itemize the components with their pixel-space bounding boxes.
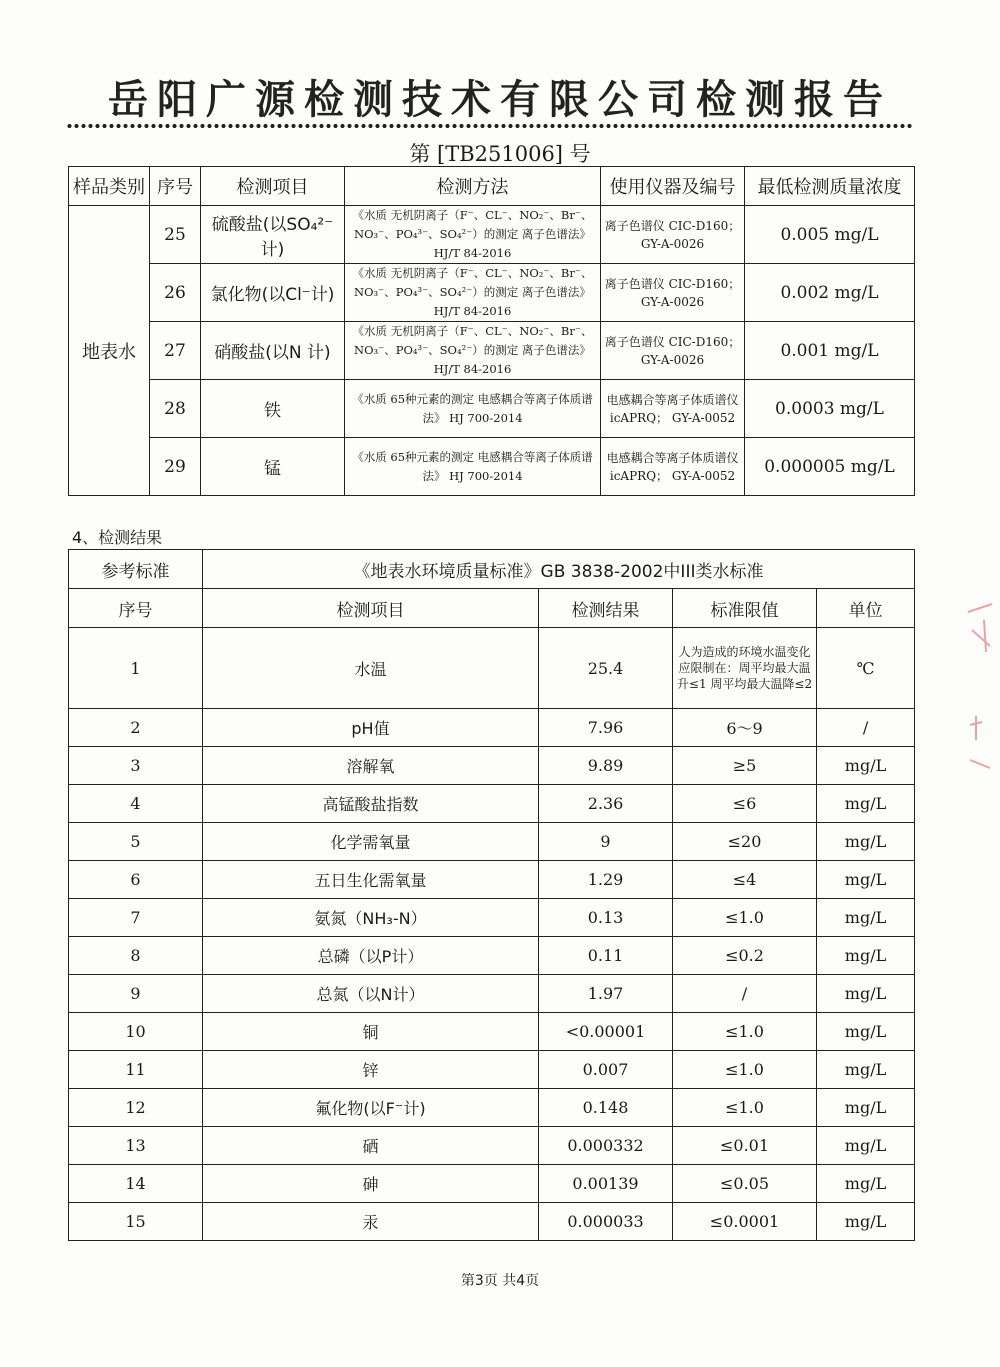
row-unit: mg/L [817,1127,915,1165]
seal-stamp-icon [962,600,1000,800]
row-instrument: 离子色谱仪 CIC-D160； GY-A-0026 [601,264,745,322]
header-no: 序号 [69,589,203,628]
row-unit: ℃ [817,628,915,709]
row-unit: mg/L [817,823,915,861]
table-row [69,1089,915,1127]
row-item: 铜 [203,1013,539,1051]
row-item: pH值 [203,709,539,747]
table-row [69,937,915,975]
row-no: 10 [69,1013,203,1051]
header-item: 检测项目 [201,167,345,206]
row-limit: ≤0.2 [673,937,817,975]
row-result: 0.007 [539,1051,673,1089]
row-item: 锰 [201,438,345,496]
row-item: 汞 [203,1203,539,1241]
row-instrument: 电感耦合等离子体质谱仪icAPRQ； GY-A-0052 [601,438,745,496]
row-unit: mg/L [817,861,915,899]
row-item: 氟化物(以F⁻计) [203,1089,539,1127]
row-limit: ≤1.0 [673,1051,817,1089]
row-result: 25.4 [539,628,673,709]
row-no: 9 [69,975,203,1013]
row-limit: 0.002 mg/L [745,264,915,322]
header-unit: 单位 [817,589,915,628]
row-unit: mg/L [817,937,915,975]
method-table-header [69,167,915,206]
row-limit: ≤1.0 [673,1089,817,1127]
table-row [69,264,915,322]
row-limit: 0.005 mg/L [745,206,915,264]
row-result: 2.36 [539,785,673,823]
row-limit: 6～9 [673,709,817,747]
table-row [69,823,915,861]
row-method: 《水质 无机阴离子（F⁻、CL⁻、NO₂⁻、Br⁻、NO₃⁻、PO₄³⁻、SO₄²⁻）的测定 离子色谱法》 HJ/T 84-2016 [345,322,601,380]
row-result: 0.000033 [539,1203,673,1241]
header-detection-limit: 最低检测质量浓度 [745,167,915,206]
row-item: 化学需氧量 [203,823,539,861]
report-title: 岳阳广源检测技术有限公司检测报告 [108,77,892,123]
row-method: 《水质 无机阴离子（F⁻、CL⁻、NO₂⁻、Br⁻、NO₃⁻、PO₄³⁻、SO₄²⁻）的测定 离子色谱法》 HJ/T 84-2016 [345,264,601,322]
table-row [69,785,915,823]
row-result: 1.97 [539,975,673,1013]
row-item: 锌 [203,1051,539,1089]
row-no: 26 [150,264,201,322]
header-instrument: 使用仪器及编号 [601,167,745,206]
row-method: 《水质 65种元素的测定 电感耦合等离子体质谱法》 HJ 700-2014 [345,438,601,496]
row-item: 总磷（以P计） [203,937,539,975]
row-limit: ≤4 [673,861,817,899]
row-result: 0.148 [539,1089,673,1127]
row-unit: mg/L [817,899,915,937]
seal-stamp-fragment [962,600,1000,800]
row-method: 《水质 无机阴离子（F⁻、CL⁻、NO₂⁻、Br⁻、NO₃⁻、PO₄³⁻、SO₄²⁻）的测定 离子色谱法》 HJ/T 84-2016 [345,206,601,264]
row-item: 硫酸盐(以SO₄²⁻计) [201,206,345,264]
row-instrument: 离子色谱仪 CIC-D160； GY-A-0026 [601,206,745,264]
row-unit: mg/L [817,785,915,823]
table-row [69,747,915,785]
row-result: 1.29 [539,861,673,899]
table-row [69,899,915,937]
row-item: 铁 [201,380,345,438]
row-limit: ≤0.01 [673,1127,817,1165]
page-footer: 第3页 共4页 [460,1273,540,1289]
table-row [69,1051,915,1089]
reference-label: 参考标准 [69,550,203,589]
row-no: 13 [69,1127,203,1165]
row-unit: mg/L [817,1165,915,1203]
reference-value: 《地表水环境质量标准》GB 3838-2002中III类水标准 [203,550,915,589]
table-row [69,628,915,709]
row-no: 27 [150,322,201,380]
table-row [69,975,915,1013]
row-limit: 0.000005 mg/L [745,438,915,496]
header-item: 检测项目 [203,589,539,628]
row-limit: ≥5 [673,747,817,785]
row-no: 14 [69,1165,203,1203]
row-no: 5 [69,823,203,861]
row-unit: mg/L [817,1013,915,1051]
table-row [69,1165,915,1203]
row-unit: mg/L [817,1089,915,1127]
row-unit: mg/L [817,975,915,1013]
row-item: 高锰酸盐指数 [203,785,539,823]
sample-category: 地表水 [69,206,150,496]
table-row [69,322,915,380]
section-title: 4、检测结果 [72,528,163,547]
row-item: 水温 [203,628,539,709]
row-limit: ≤1.0 [673,1013,817,1051]
row-limit: ≤1.0 [673,899,817,937]
row-no: 6 [69,861,203,899]
row-instrument: 电感耦合等离子体质谱仪icAPRQ； GY-A-0052 [601,380,745,438]
row-no: 3 [69,747,203,785]
table-row [69,861,915,899]
row-no: 8 [69,937,203,975]
row-item: 氨氮（NH₃-N） [203,899,539,937]
row-no: 2 [69,709,203,747]
report-number: 第 [TB251006] 号 [409,142,591,166]
table-row [69,206,915,264]
header-limit: 标准限值 [673,589,817,628]
row-item: 五日生化需氧量 [203,861,539,899]
table-row [69,1013,915,1051]
row-method: 《水质 65种元素的测定 电感耦合等离子体质谱法》 HJ 700-2014 [345,380,601,438]
row-limit: ≤0.0001 [673,1203,817,1241]
row-result: 9 [539,823,673,861]
row-result: 0.13 [539,899,673,937]
reference-standard-row [69,550,915,589]
header-result: 检测结果 [539,589,673,628]
row-result: 0.11 [539,937,673,975]
row-limit: ≤0.05 [673,1165,817,1203]
row-item: 氯化物(以Cl⁻计) [201,264,345,322]
table-row [69,380,915,438]
row-no: 1 [69,628,203,709]
header-category: 样品类别 [69,167,150,206]
row-limit: 人为造成的环境水温变化应限制在：周平均最大温升≤1 周平均最大温降≤2 [673,628,817,709]
row-no: 29 [150,438,201,496]
header-no: 序号 [150,167,201,206]
table-row [69,709,915,747]
row-no: 11 [69,1051,203,1089]
row-no: 7 [69,899,203,937]
row-item: 砷 [203,1165,539,1203]
row-limit: / [673,975,817,1013]
row-instrument: 离子色谱仪 CIC-D160； GY-A-0026 [601,322,745,380]
row-no: 28 [150,380,201,438]
result-table [68,549,915,1241]
row-no: 25 [150,206,201,264]
row-limit: 0.001 mg/L [745,322,915,380]
result-table-header [69,589,915,628]
row-no: 15 [69,1203,203,1241]
row-limit: 0.0003 mg/L [745,380,915,438]
row-result: 7.96 [539,709,673,747]
table-row [69,1127,915,1165]
row-item: 硝酸盐(以N 计) [201,322,345,380]
row-result: <0.00001 [539,1013,673,1051]
row-no: 4 [69,785,203,823]
row-unit: / [817,709,915,747]
row-limit: ≤6 [673,785,817,823]
row-unit: mg/L [817,1051,915,1089]
row-limit: ≤20 [673,823,817,861]
row-result: 0.000332 [539,1127,673,1165]
row-unit: mg/L [817,1203,915,1241]
table-row [69,438,915,496]
row-item: 总氮（以N计） [203,975,539,1013]
row-unit: mg/L [817,747,915,785]
row-result: 9.89 [539,747,673,785]
row-result: 0.00139 [539,1165,673,1203]
row-item: 溶解氧 [203,747,539,785]
table-row [69,1203,915,1241]
row-item: 硒 [203,1127,539,1165]
dotted-divider [66,123,912,129]
method-table [68,166,915,496]
row-no: 12 [69,1089,203,1127]
header-method: 检测方法 [345,167,601,206]
